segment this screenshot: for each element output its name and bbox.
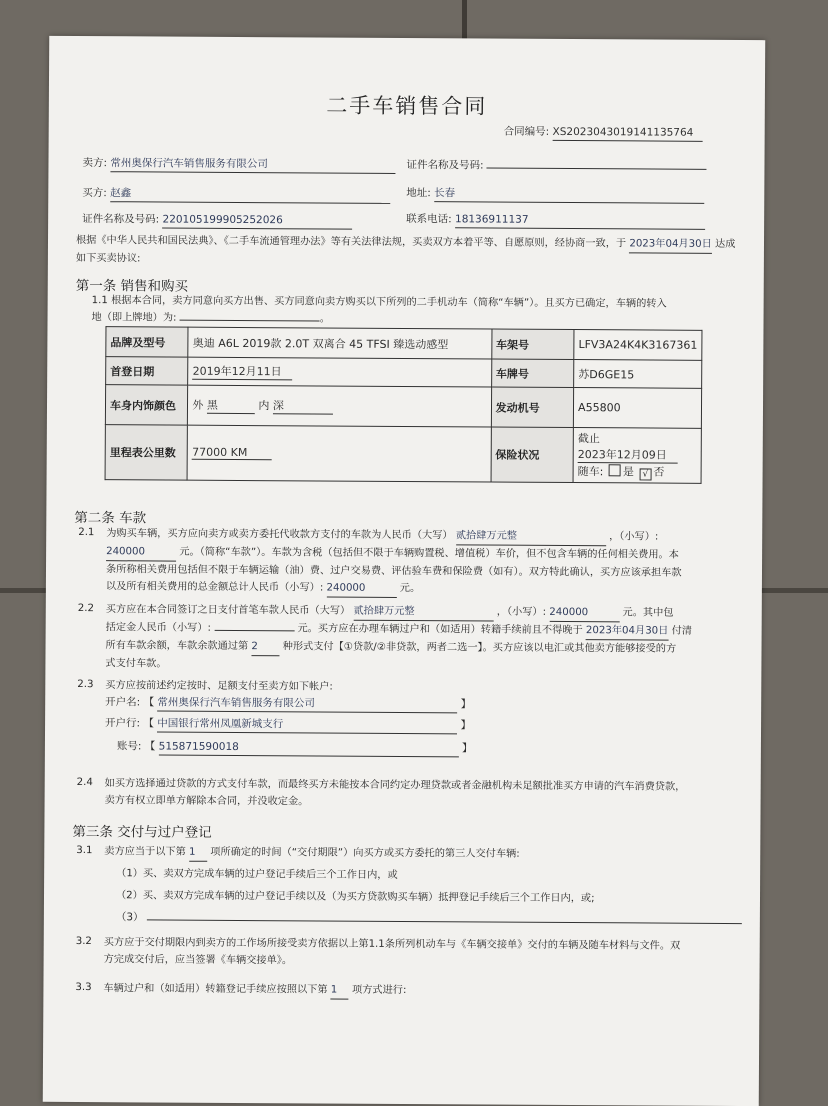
c2-1-amount-lower: 240000	[106, 543, 176, 561]
c2-2-text-b: ，（小写）:	[496, 606, 547, 618]
c3-1-option-3-blank	[147, 919, 742, 924]
c3-2-text-b: 方完成交付后，应当签署《车辆交接单》。	[103, 954, 293, 967]
c2-1-text-d: 条所称相关费用包括但不限于车辆运输（油）费、过户交易费、评估验车费和保险费（如有）。双方特此确认，买方应该承担车款	[105, 564, 682, 579]
bank-holder-label: 开户名:	[105, 696, 141, 709]
seller-id-label: 证件名称及号码:	[406, 159, 484, 172]
bank-account-value: 515871590018	[159, 740, 459, 758]
clause-3-2	[104, 934, 744, 972]
c3-1-option-3	[116, 910, 742, 929]
plate-label: 车牌号	[491, 359, 574, 388]
clause-1-1-text2: 地（即上牌地）为:	[91, 312, 177, 324]
clause-2-2	[105, 601, 735, 676]
clause-3-3	[103, 980, 743, 1002]
article-1-title: 第一条 销售和购买	[75, 277, 189, 295]
c2-2-text-i: 式支付车款。	[105, 658, 167, 670]
c3-2-text-a: 买方应于交付期限内到卖方的工作场所接受卖方依据以上第1.1条所列机动车与《车辆交接单》交付的车辆及随车材料与文件。双	[103, 937, 681, 952]
brand-label: 品牌及型号	[106, 327, 189, 358]
c2-2-payment-way: 2	[251, 638, 279, 656]
bank-name-bracket-left: 【	[143, 717, 154, 730]
bank-name-value: 中国银行常州凤凰新城支行	[157, 716, 457, 734]
c2-2-text-f: 付清	[671, 625, 693, 637]
reg-date-value: 2019年12月11日	[193, 363, 293, 381]
intro-text-b: 达成如下买卖协议:	[75, 238, 736, 265]
brand-value: 奥迪 A6L 2019款 2.0T 双离合 45 TFSI 臻选动感型	[188, 327, 491, 359]
seller-id-value	[487, 167, 707, 169]
yes-checkbox[interactable]	[609, 464, 621, 476]
intro-date: 2023年04月30日	[629, 235, 712, 254]
seller-label: 卖方:	[82, 157, 108, 170]
clause-2-2-number: 2.2	[77, 603, 95, 615]
clause-2-4	[105, 775, 745, 813]
clause-3-3-number: 3.3	[75, 982, 92, 994]
c2-1-text-a: 为购买车辆，买方应向卖方或卖方委托代收款方支付的车款为人民币（大写）	[106, 528, 453, 542]
contract-no: XS20230430191411357​64	[553, 125, 703, 142]
bank-name-row	[105, 716, 471, 734]
exterior-label: 外	[192, 398, 204, 412]
clause-1-1-text: 1.1 根据本合同，卖方同意向买方出售、买方同意向卖方购买以下所列的二手机动车（简称“车辆”）。且买方已确定，车辆的转入	[91, 295, 667, 310]
seller-row	[82, 156, 395, 174]
c2-2-date: 2023年04月30日	[586, 622, 669, 641]
c3-1-text-a: 卖方应当于以下第	[104, 846, 186, 858]
intro-text-a: 根据《中华人民共和国民法典》、《二手车流通管理办法》等有关法律法规，买卖双方本着平等、自愿原则，经协商一致，于	[75, 234, 627, 250]
c2-1-total: 240000	[326, 580, 396, 598]
contract-paper	[43, 36, 765, 1106]
phone-value: 18136911137	[455, 212, 705, 230]
buyer-label: 买方:	[82, 187, 107, 200]
c2-2-text-g: 所有车款余额，车款余款通过第	[105, 640, 249, 653]
bank-account-bracket-left: 【	[144, 740, 156, 753]
mileage-cell	[187, 425, 491, 482]
bank-name-label: 开户行:	[105, 717, 141, 730]
insurance-until-date: 2023年12月09日	[578, 446, 678, 464]
buyer-id-label: 证件名称及号码:	[82, 213, 160, 226]
c3-3-text-b: 项方式进行:	[352, 984, 407, 997]
c2-2-text-e: 元。买方应在办理车辆过户和（如适用）转籍手续前且不得晚于	[297, 623, 583, 637]
article-2-title: 第二条 车款	[74, 509, 147, 527]
bank-account-label: 账号:	[116, 740, 142, 753]
c2-2-text-d: 括定金人民币（小写）:	[105, 622, 211, 634]
c3-1-option: 1	[189, 844, 207, 862]
page-title: 二手车销售合同	[326, 93, 488, 119]
buyer-row	[82, 186, 390, 204]
c2-2-deposit	[214, 630, 294, 631]
clause-2-3-number: 2.3	[77, 679, 94, 691]
c2-4-text-a: 如买方选择通过贷款的方式支付车款，而最终买方未能按本合同约定办理贷款或者金融机构未足额批准买方申请的汽车消费贷款，	[104, 778, 686, 793]
c3-1-option-2: （2）买、卖双方完成车辆的过户登记手续以及（为买方贷款购买车辆）抵押登记手续后三个工作日内，或;	[115, 890, 595, 905]
engine-value: A55800	[573, 388, 701, 429]
bank-holder-value: 常州奥保行汽车销售服务有限公司	[157, 695, 457, 713]
engine-label: 发动机号	[491, 387, 574, 428]
phone-row	[406, 212, 705, 230]
address-row	[406, 186, 704, 204]
address-label: 地址:	[406, 187, 431, 200]
vehicle-table	[105, 326, 703, 484]
c3-1-option-3-label: （3）	[115, 911, 144, 924]
phone-label: 联系电话:	[406, 213, 452, 226]
c3-1-option-1: （1）买、卖双方完成车辆的过户登记手续后三个工作日内，或	[116, 868, 398, 881]
insurance-follow-label: 随车:	[577, 465, 604, 479]
c2-4-text-b: 卖方有权立即单方解除本合同，并没收定金。	[104, 795, 309, 808]
c2-2-text-c: 元。其中包	[622, 607, 674, 619]
seller-value: 常州奥保行汽车销售服务有限公司	[110, 156, 395, 174]
exterior-color: 黑	[207, 397, 255, 414]
contract-no-label: 合同编号:	[503, 125, 550, 138]
c3-3-text-a: 车辆过户和（如适用）转籍登记手续应按照以下第	[103, 983, 328, 996]
color-cell	[188, 385, 491, 427]
no-checkbox[interactable]: √	[639, 468, 651, 480]
c2-2-amount-lower: 240000	[549, 604, 619, 622]
bank-account-bracket-right: 】	[461, 742, 473, 755]
intro-paragraph	[76, 232, 736, 271]
buyer-id-value: 220105199905252026	[162, 213, 352, 230]
c2-2-text-h: 种形式支付【①贷款/②非贷款，两者二选一】。买方应该以电汇或其他卖方能够接受的方	[282, 641, 677, 655]
color-label: 车身内饰颜色	[105, 385, 188, 426]
bank-account-row	[117, 739, 473, 757]
clause-1-1: 1.1 根据本合同，卖方同意向买方出售、买方同意向卖方购买以下所列的二手机动车（简称“车辆”）。且买方已确定，车辆的转入 地（即上牌地）为: 。	[91, 295, 667, 325]
clause-2-3-text: 买方应按前述约定按时、足额支付至卖方如下帐户:	[105, 680, 333, 693]
c3-1-text-b: 项所确定的时间（“交付期限”）向买方或买方委托的第三人交付车辆:	[210, 846, 520, 860]
address-value: 长春	[434, 186, 704, 204]
clause-3-1-number: 3.1	[76, 845, 93, 857]
bank-holder-bracket-left: 【	[143, 696, 155, 709]
article-3-title: 第三条 交付与过户登记	[72, 823, 212, 841]
no-label: 否	[653, 465, 665, 479]
insurance-until-label: 截止	[577, 432, 600, 446]
vin-value: LFV3A24K4K3167361	[574, 330, 702, 361]
registration-place	[180, 320, 320, 322]
yes-label: 是	[622, 465, 634, 479]
interior-label: 内	[258, 399, 270, 413]
clause-2-1	[106, 525, 736, 600]
c2-1-text-f: 元。	[399, 582, 421, 595]
bank-holder-row	[105, 695, 471, 713]
buyer-value: 赵鑫	[110, 186, 390, 204]
vin-label: 车架号	[491, 329, 574, 360]
bank-name-bracket-right: 】	[460, 719, 472, 732]
insurance-cell	[573, 428, 701, 484]
c2-1-text-e: 以及所有相关费用的总金额总计人民币（小写）:	[105, 581, 324, 594]
c2-2-text-a: 买方应在本合同签订之日支付首笔车款人民币（大写）	[105, 604, 351, 617]
reg-date-cell	[188, 357, 491, 387]
reg-date-label: 首登日期	[106, 357, 189, 386]
clause-3-2-number: 3.2	[75, 936, 92, 948]
plate-value: 苏D6GE15	[574, 360, 702, 389]
c3-3-option: 1	[331, 982, 349, 1000]
bank-holder-bracket-right: 】	[460, 698, 472, 711]
mileage-value: 77000 KM	[192, 446, 272, 460]
clause-2-1-number: 2.1	[78, 527, 95, 539]
mileage-label: 里程表公里数	[105, 425, 188, 481]
c2-1-text-c: 元。（简称“车款”）。车款为含税（包括但不限于车辆购置税、增值税）车价，但不包含车辆的任何相关费用。本	[179, 546, 679, 561]
contract-no-row	[504, 125, 703, 142]
seller-id-row	[406, 158, 706, 175]
clause-2-4-number: 2.4	[76, 777, 93, 789]
c2-1-text-b: ，（小写）:	[609, 531, 659, 543]
buyer-id-row	[82, 212, 352, 230]
c2-1-amount-upper: 贰拾肆万元整	[456, 527, 606, 546]
c2-2-amount-upper: 贰拾肆万元整	[353, 603, 493, 622]
clause-3-1	[104, 843, 744, 865]
interior-color: 深	[273, 397, 333, 414]
insurance-label: 保险状况	[491, 427, 574, 483]
